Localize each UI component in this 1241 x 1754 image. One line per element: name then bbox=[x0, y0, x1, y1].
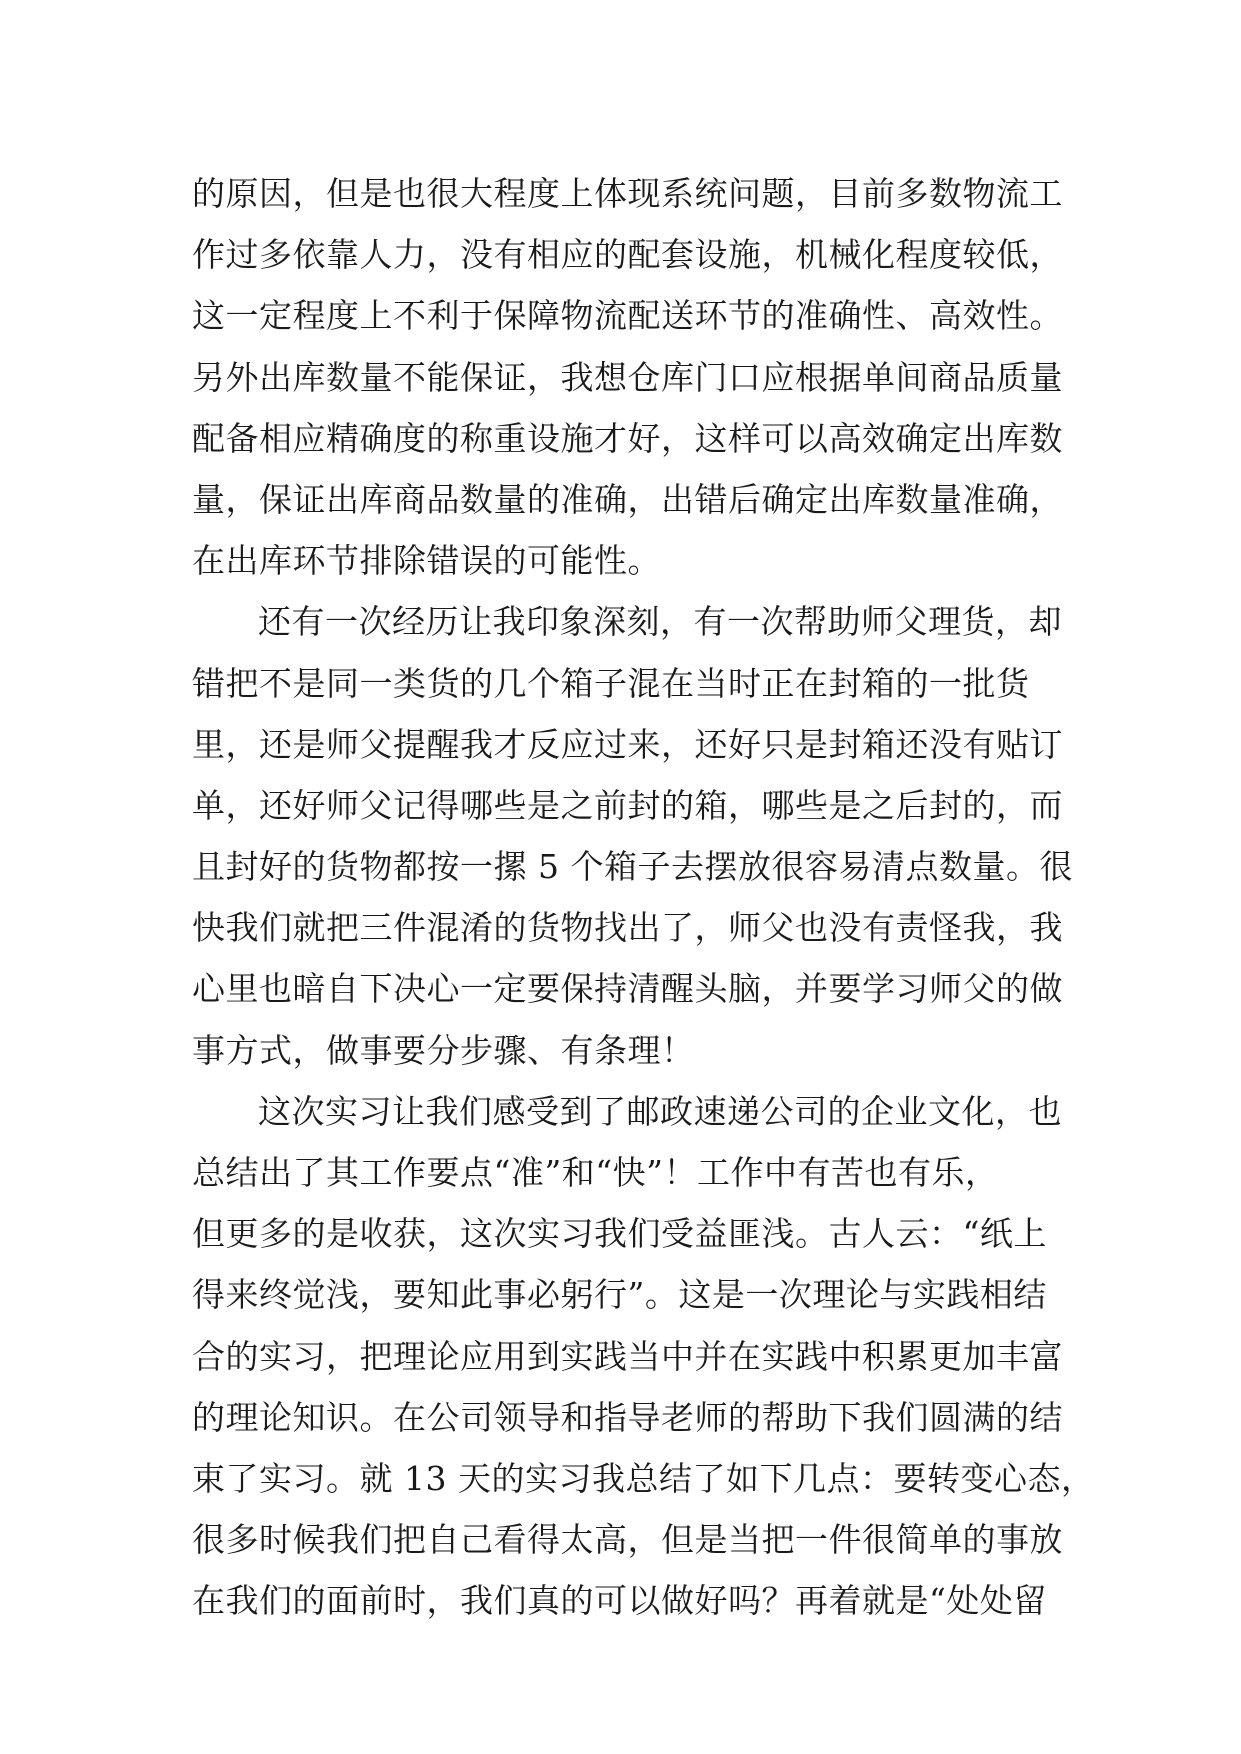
document-body bbox=[192, 163, 1095, 1632]
text-line: 另外出库数量不能保证，我想仓库门口应根据单间商品质量 bbox=[192, 357, 1063, 397]
text-line: 的原因，但是也很大程度上体现系统问题，目前多数物流工 bbox=[192, 174, 1063, 213]
paragraph bbox=[192, 163, 1062, 591]
text-line: 错把不是同一类货的几个箱子混在当时正在封箱的一批货 bbox=[192, 663, 1030, 703]
text-line: 合的实习，把理论应用到实践当中并在实践中积累更加丰富 bbox=[192, 1336, 1063, 1376]
text-line: 作过多依靠人力，没有相应的配套设施，机械化程度较低， bbox=[192, 235, 1063, 275]
text-line: 但更多的是收获，这次实习我们受益匪浅。古人云：“纸上 bbox=[192, 1214, 1047, 1254]
text-line: 单，还好师父记得哪些是之前封的箱，哪些是之后封的，而 bbox=[192, 785, 1063, 825]
paragraph bbox=[192, 591, 1073, 1081]
text-line: 总结出了其工作要点“准”和“快”！工作中有苦也有乐， bbox=[192, 1153, 999, 1192]
text-line: 的理论知识。在公司领导和指导老师的帮助下我们圆满的结 bbox=[192, 1397, 1063, 1437]
text-line: 事方式，做事要分步骤、有条理！ bbox=[192, 1030, 695, 1070]
text-line: 束了实习。就 13 天的实习我总结了如下几点：要转变心态， bbox=[192, 1458, 1095, 1498]
text-line: 快我们就把三件混淆的货物找出了，师父也没有责怪我，我 bbox=[192, 908, 1063, 948]
text-line: 很多时候我们把自己看得太高，但是当把一件很简单的事放 bbox=[192, 1520, 1063, 1560]
text-line: 量，保证出库商品数量的准确，出错后确定出库数量准确， bbox=[192, 479, 1063, 519]
text-line: 心里也暗自下决心一定要保持清醒头脑，并要学习师父的做 bbox=[192, 969, 1063, 1009]
text-line: 在我们的面前时，我们真的可以做好吗？再着就是“处处留 bbox=[192, 1581, 1047, 1621]
text-line: 里，还是师父提醒我才反应过来，还好只是封箱还没有贴订 bbox=[192, 724, 1063, 764]
text-line: 得来终觉浅，要知此事必躬行”。这是一次理论与实践相结 bbox=[192, 1275, 1047, 1315]
text-line: 这一定程度上不利于保障物流配送环节的准确性、高效性。 bbox=[192, 296, 1063, 336]
text-line: 还有一次经历让我印象深刻，有一次帮助师父理货，却 bbox=[258, 602, 1062, 642]
text-line: 这次实习让我们感受到了邮政速递公司的企业文化，也 bbox=[258, 1091, 1062, 1131]
text-line: 且封好的货物都按一摞 5 个箱子去摆放很容易清点数量。很 bbox=[192, 847, 1073, 887]
paragraph bbox=[192, 1081, 1095, 1632]
text-line: 配备相应精确度的称重设施才好，这样可以高效确定出库数 bbox=[192, 418, 1063, 458]
text-line: 在出库环节排除错误的可能性。 bbox=[192, 541, 661, 581]
